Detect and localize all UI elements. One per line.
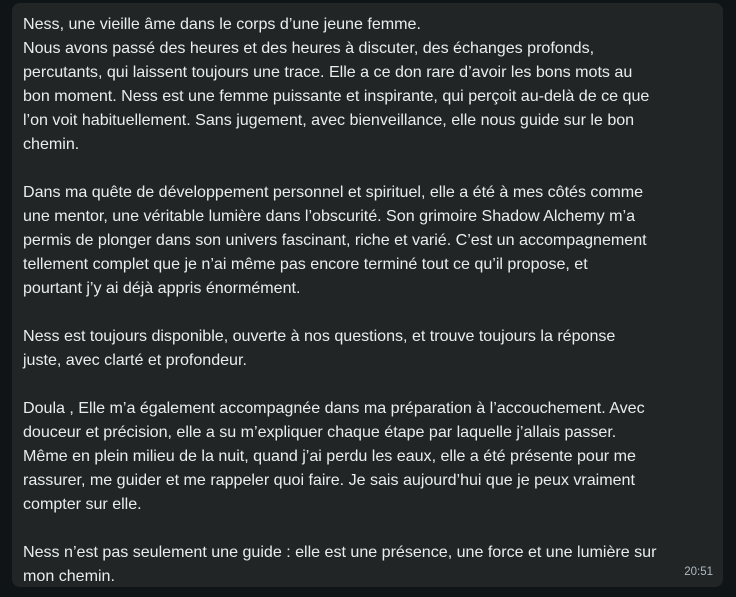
message-line: l’on voit habituellement. Sans jugement, avec bienveillance, elle nous guide sur le bon	[23, 111, 635, 129]
paragraph-gap	[23, 156, 711, 180]
message-line: Dans ma quête de développement personnel et spirituel, elle a été à mes côtés comme	[23, 183, 644, 201]
message-line: rassurer, me guider et me rappeler quoi faire. Je sais aujourd’hui que je peux vraiment	[23, 471, 635, 489]
message-bubble[interactable]	[12, 3, 723, 587]
message-line: Ness n’est pas seulement une guide : elle est une présence, une force et une lumière sur	[23, 543, 657, 561]
message-line: juste, avec clarté et profondeur.	[23, 351, 247, 369]
message-line: bon moment. Ness est une femme puissante et inspirante, qui perçoit au-delà de ce que	[23, 87, 650, 105]
message-text	[23, 12, 711, 588]
message-line: Ness est toujours disponible, ouverte à nos questions, et trouve toujours la réponse	[23, 327, 616, 345]
message-line: une mentor, une véritable lumière dans l’obscurité. Son grimoire Shadow Alchemy m’a	[23, 207, 636, 225]
message-line: douceur et précision, elle a su m’expliquer chaque étape par laquelle j’allais passer.	[23, 423, 617, 441]
paragraph-gap	[23, 300, 711, 324]
message-line: pourtant j’y ai déjà appris énormément.	[23, 279, 301, 297]
message-line: chemin.	[23, 135, 80, 153]
message-line: mon chemin.	[23, 567, 115, 585]
message-line: permis de plonger dans son univers fascinant, riche et varié. C’est un accompagnement	[23, 231, 647, 249]
message-line: Doula , Elle m’a également accompagnée dans ma préparation à l’accouchement. Avec	[23, 399, 645, 417]
paragraph-gap	[23, 516, 711, 540]
paragraph-gap	[23, 372, 711, 396]
message-line: Nous avons passé des heures et des heures à discuter, des échanges profonds,	[23, 39, 595, 57]
message-line: compter sur elle.	[23, 495, 142, 513]
message-timestamp: 20:51	[684, 566, 713, 578]
message-line: percutants, qui laissent toujours une trace. Elle a ce don rare d’avoir les bons mots au	[23, 63, 633, 81]
message-line: tellement complet que je n’ai même pas encore terminé tout ce qu’il propose, et	[23, 255, 588, 273]
message-line: Ness, une vieille âme dans le corps d’une jeune femme.	[23, 15, 421, 33]
message-line: Même en plein milieu de la nuit, quand j’ai perdu les eaux, elle a été présente pour me	[23, 447, 636, 465]
